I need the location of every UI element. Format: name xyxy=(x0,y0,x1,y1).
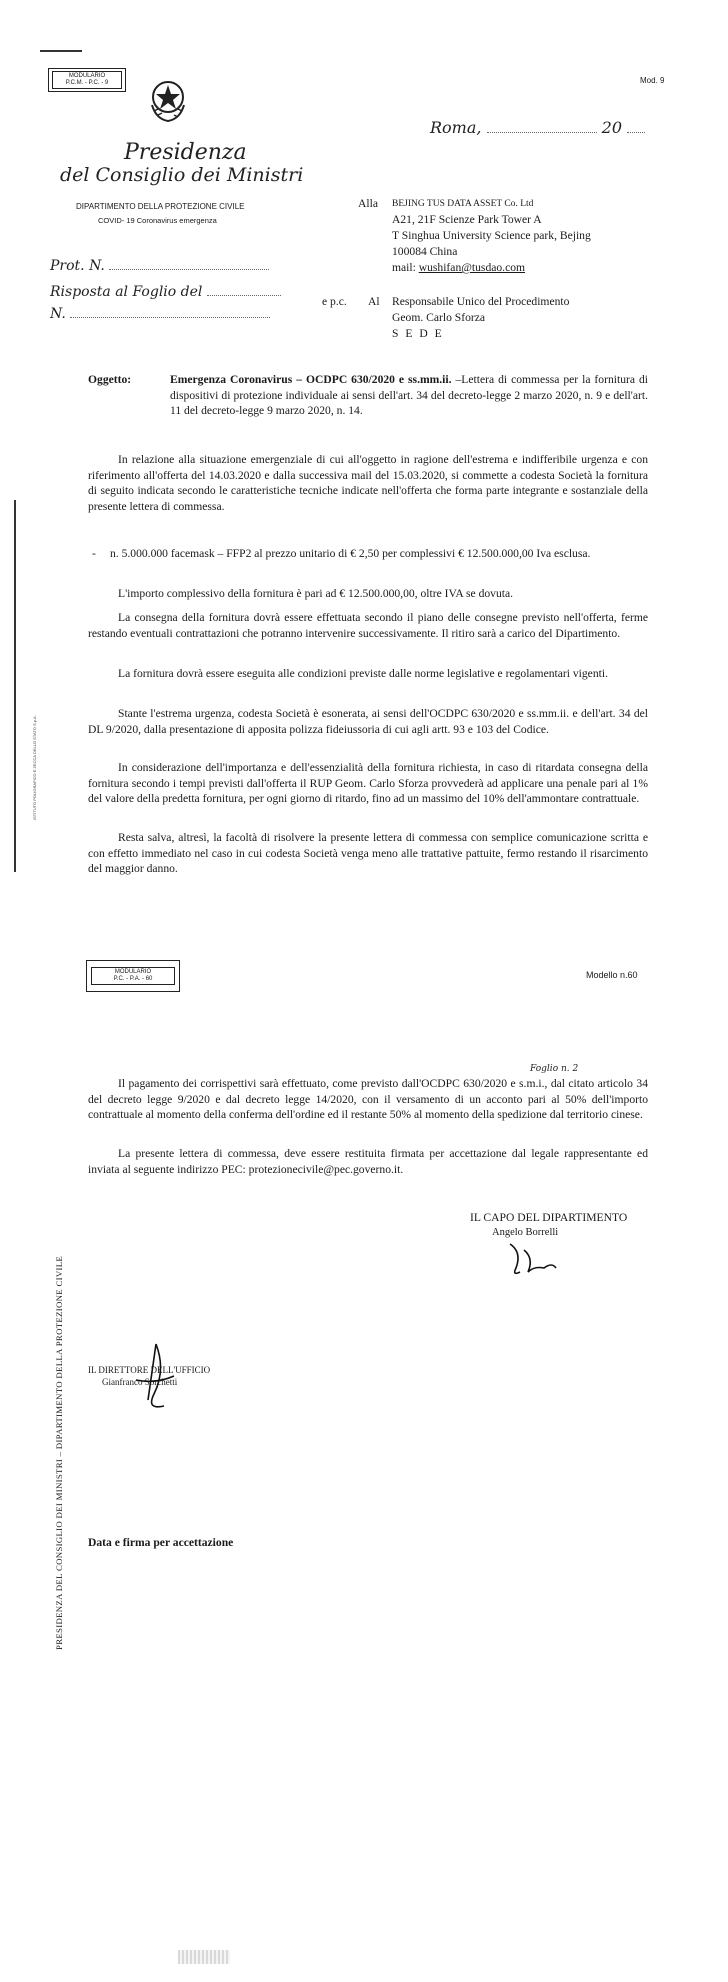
modulario-line1: MODULARIO xyxy=(68,73,106,79)
signature-office-block xyxy=(88,1364,288,1388)
signature-office-scribble xyxy=(126,1340,186,1420)
place-city: Roma, xyxy=(430,118,482,137)
cc-line1: Responsabile Unico del Procedimento xyxy=(392,295,570,308)
left-edge-rule xyxy=(14,500,16,872)
bullet-dash: - xyxy=(92,547,96,560)
signature-head-title: IL CAPO DEL DIPARTIMENTO xyxy=(470,1211,628,1224)
header-consiglio: del Consiglio dei Ministri xyxy=(60,164,304,186)
signature-head-scribble xyxy=(504,1238,564,1278)
page-1 xyxy=(0,0,728,960)
acceptance-label: Data e firma per accettazione xyxy=(88,1536,234,1549)
header-department: DIPARTIMENTO DELLA PROTEZIONE CIVILE xyxy=(76,202,245,211)
modulario-box xyxy=(48,68,126,92)
cc-label: e p.c. xyxy=(322,295,347,308)
subject-label: Oggetto: xyxy=(88,373,132,386)
modello-label: Modello n.60 xyxy=(586,970,638,980)
recipient-line2: T Singhua University Science park, Bejing xyxy=(392,229,591,242)
paragraph-2: L'importo complessivo della fornitura è pari ad € 12.500.000,00, oltre IVA se dovuta. xyxy=(118,587,514,600)
modulario-box-2 xyxy=(86,960,180,992)
foglio-label: Foglio n. 2 xyxy=(530,1064,579,1074)
recipient-line3: 100084 China xyxy=(392,245,458,258)
bullet-item xyxy=(88,546,648,562)
mail-label: mail: xyxy=(392,261,416,274)
recipient-mail-link[interactable]: wushifan@tusdao.com xyxy=(418,261,526,274)
modulario2-line1: MODULARIO xyxy=(114,969,152,975)
signature-head-name: Angelo Borrelli xyxy=(492,1227,559,1238)
recipient-line1: A21, 21F Scienze Park Tower A xyxy=(392,213,542,226)
date-year: 20 xyxy=(601,118,623,137)
paragraph-3: La consegna della fornitura dovrà essere effettuata secondo il piano delle consegne previsto nell'offerta, ferme restando eventuali contrattazioni che potranno intervenire successivamente. Il ritiro sarà a carico del Dipartimento. xyxy=(88,611,648,640)
modulario2-line2: P.C. - P.A. - 60 xyxy=(113,976,153,982)
place-date xyxy=(430,118,670,137)
cc-line3: S E D E xyxy=(392,327,444,340)
cc-al: Al xyxy=(368,295,380,308)
scan-artifact xyxy=(178,1950,230,1964)
paragraph-1: In relazione alla situazione emergenziale di cui all'oggetto in ragione dell'estrema e indifferibile urgenza e con riferimento all'offerta del 14.03.2020 e dalla successiva mail del 15.03.2020, si commette a codesta Società la fornitura di seguito indicata secondo le caratteristiche tecniche indicate nell'offerta che forma parte integrante e sostanziale della presente lettera di commessa. xyxy=(88,453,648,513)
cc-line2: Geom. Carlo Sforza xyxy=(392,311,486,324)
recipient-block xyxy=(358,196,678,276)
italian-emblem xyxy=(146,75,190,123)
header-presidenza: Presidenza xyxy=(124,140,247,165)
bullet-text: n. 5.000.000 facemask – FFP2 al prezzo unitario di € 2,50 per complessivi € 12.500.000,00 Iva esclusa. xyxy=(110,547,591,560)
page2-side-text: PRESIDENZA DEL CONSIGLIO DEI MINISTRI – DIPARTIMENTO DELLA PROTEZIONE CIVILE xyxy=(54,1255,64,1650)
mod-label: Mod. 9 xyxy=(640,76,665,85)
ref-n: N. xyxy=(50,306,290,322)
signature-head-block xyxy=(470,1210,670,1240)
signature-office-title: IL DIRETTORE DELL'UFFICIO xyxy=(88,1365,211,1375)
side-print: ISTITUTO POLIGRAFICO E ZECCA DELLO STATO S.p.A. xyxy=(32,715,37,820)
p2-paragraph-1: Il pagamento dei corrispettivi sarà effettuato, come previsto dall'OCDPC 630/2020 e s.m.i., dal citato articolo 34 del decreto legge 9/2020 e dal decreto legge 14/2020, con il versamento di un acconto pari al 50% dell'importo contrattuale al momento della conferma dell'ordine ed il restante 50% al momento della spedizione dal territorio cinese. xyxy=(88,1077,648,1122)
signature-office-name: Gianfranco Sorchetti xyxy=(102,1377,178,1387)
paragraph-5: Stante l'estrema urgenza, codesta Società è esonerata, ai sensi dell'OCDPC 630/2020 e ss.mm.ii. e dell'art. 34 del DL 9/2020, dalla presentazione di apposita polizza fideiussoria di cui agli artt. 93 e 103 del Codice. xyxy=(88,707,648,736)
cc-block xyxy=(322,294,702,342)
top-rule xyxy=(40,50,82,52)
ref-risposta: Risposta al Foglio del xyxy=(50,284,310,300)
subject-rest: –Lettera di commessa per la fornitura di dispositivi di protezione individuale ai sensi dell'art. 34 del decreto-legge 2 marzo 2020, n. 9 e dell'art. 11 del decreto-legge 9 marzo 2020, n. 14. xyxy=(170,373,648,418)
page-2 xyxy=(0,960,728,1982)
header-covid: COVID- 19 Coronavirus emergenza xyxy=(98,216,217,225)
alla-label: Alla xyxy=(358,197,378,210)
paragraph-6: In considerazione dell'importanza e dell'essenzialità della fornitura richiesta, in caso di ritardata consegna della fornitura secondo i tempi previsti dall'offerta il RUP Geom. Carlo Sforza provvederà ad applicare una penale pari al 1% del valore della predetta fornitura, per ogni giorno di ritardo, fino ad un massimo del 10% dell'ammontare contrattuale. xyxy=(88,761,648,806)
recipient-name: BEJING TUS DATA ASSET Co. Ltd xyxy=(392,199,534,209)
p2-paragraph-2: La presente lettera di commessa, deve essere restituita firmata per accettazione dal legale rappresentante ed inviata al seguente indirizzo PEC: protezionecivile@pec.governo.it. xyxy=(88,1147,648,1176)
subject-title: Emergenza Coronavirus – OCDPC 630/2020 e ss.mm.ii. xyxy=(170,373,452,386)
ref-prot: Prot. N. xyxy=(50,258,290,274)
subject-block xyxy=(88,372,648,419)
paragraph-4: La fornitura dovrà essere eseguita alle condizioni previste dalle norme legislative e regolamentari vigenti. xyxy=(118,667,608,680)
paragraph-7: Resta salva, altresì, la facoltà di risolvere la presente lettera di commessa con semplice comunicazione scritta e con effetto immediato nel caso in cui codesta Società venga meno alle trattative pattuite, fermo restando il risarcimento del maggior danno. xyxy=(88,831,648,876)
modulario-line2: P.C.M. - P.C. - 9 xyxy=(65,80,109,86)
